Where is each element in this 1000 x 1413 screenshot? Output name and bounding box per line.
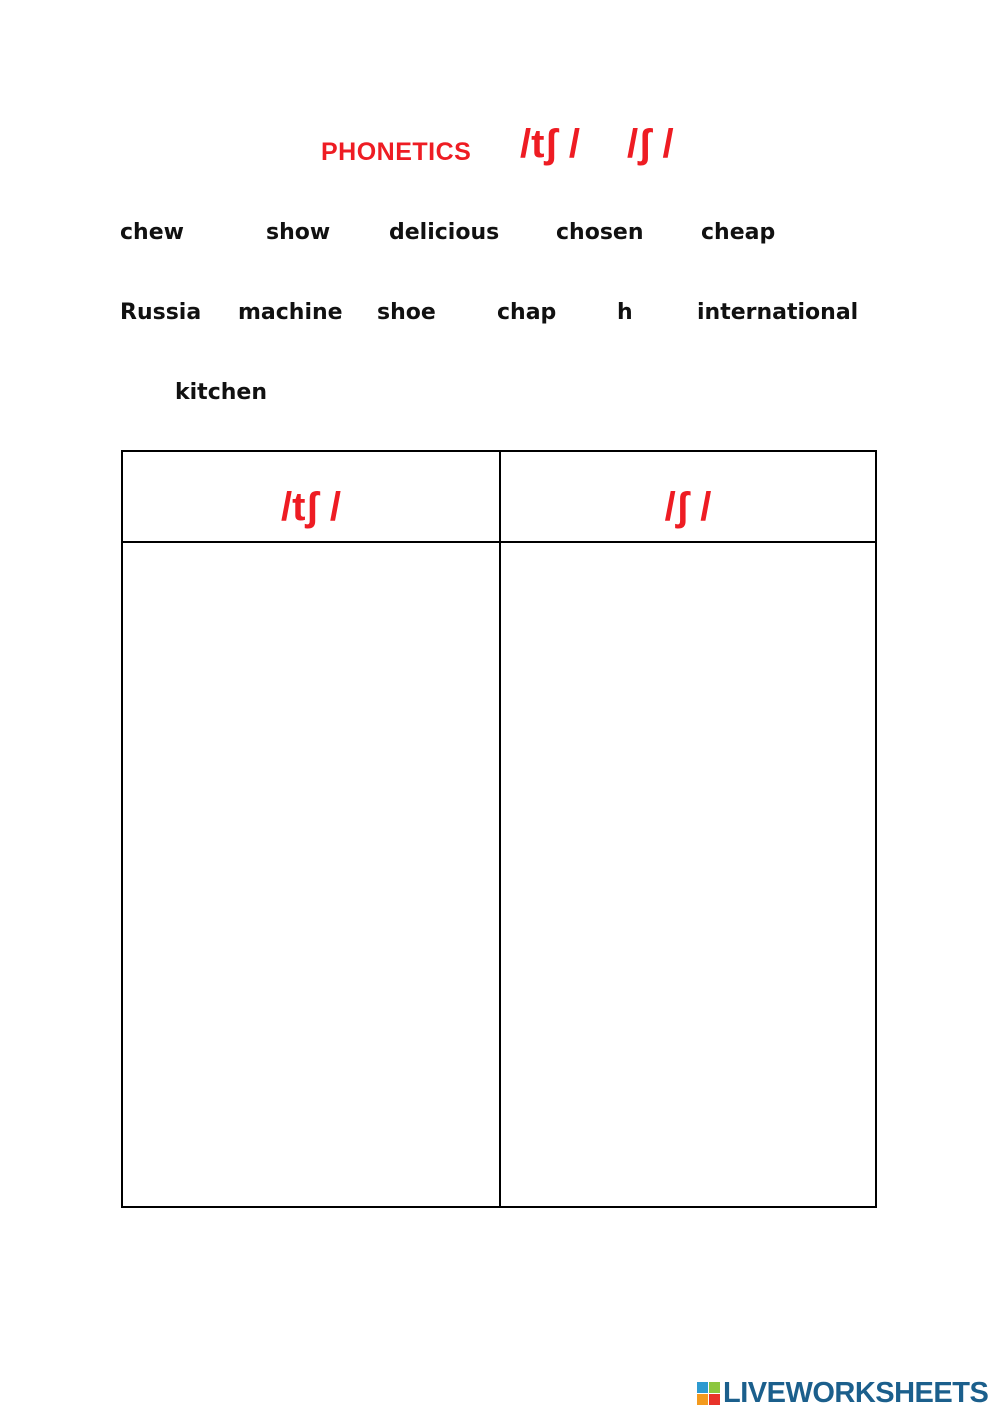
logo-text: LIVEWORKSHEETS xyxy=(723,1376,989,1409)
logo-tile xyxy=(697,1394,708,1405)
word-chip-show[interactable]: show xyxy=(266,220,331,245)
title-symbol-ch: /tʃ / xyxy=(520,122,580,166)
word-chip-international[interactable]: international xyxy=(697,300,859,325)
sorting-table xyxy=(121,450,877,1208)
column-header-sh: /ʃ / xyxy=(664,485,712,529)
word-chip-shoe[interactable]: shoe xyxy=(377,300,436,325)
liveworksheets-logo xyxy=(697,1377,988,1409)
column-header-ch: /tʃ / xyxy=(281,485,341,529)
logo-tile xyxy=(709,1382,720,1393)
word-chip-russia[interactable]: Russia xyxy=(120,300,202,325)
word-chip-delicious[interactable]: delicious xyxy=(389,220,500,245)
word-chip-cheap[interactable]: cheap xyxy=(701,220,776,245)
word-chip-h[interactable]: h xyxy=(617,300,633,325)
logo-tiles-icon xyxy=(697,1382,720,1405)
word-chip-kitchen[interactable]: kitchen xyxy=(175,380,267,405)
word-chip-chosen[interactable]: chosen xyxy=(556,220,644,245)
word-chip-chap[interactable]: chap xyxy=(497,300,557,325)
drop-zone-ch[interactable] xyxy=(123,543,499,1206)
title-label: PHONETICS xyxy=(321,138,472,166)
word-chip-machine[interactable]: machine xyxy=(238,300,343,325)
logo-tile xyxy=(709,1394,720,1405)
word-chip-chew[interactable]: chew xyxy=(120,220,184,245)
title-symbol-sh: /ʃ / xyxy=(627,122,674,166)
drop-zone-sh[interactable] xyxy=(501,543,875,1206)
worksheet-title xyxy=(0,118,1000,178)
logo-tile xyxy=(697,1382,708,1393)
